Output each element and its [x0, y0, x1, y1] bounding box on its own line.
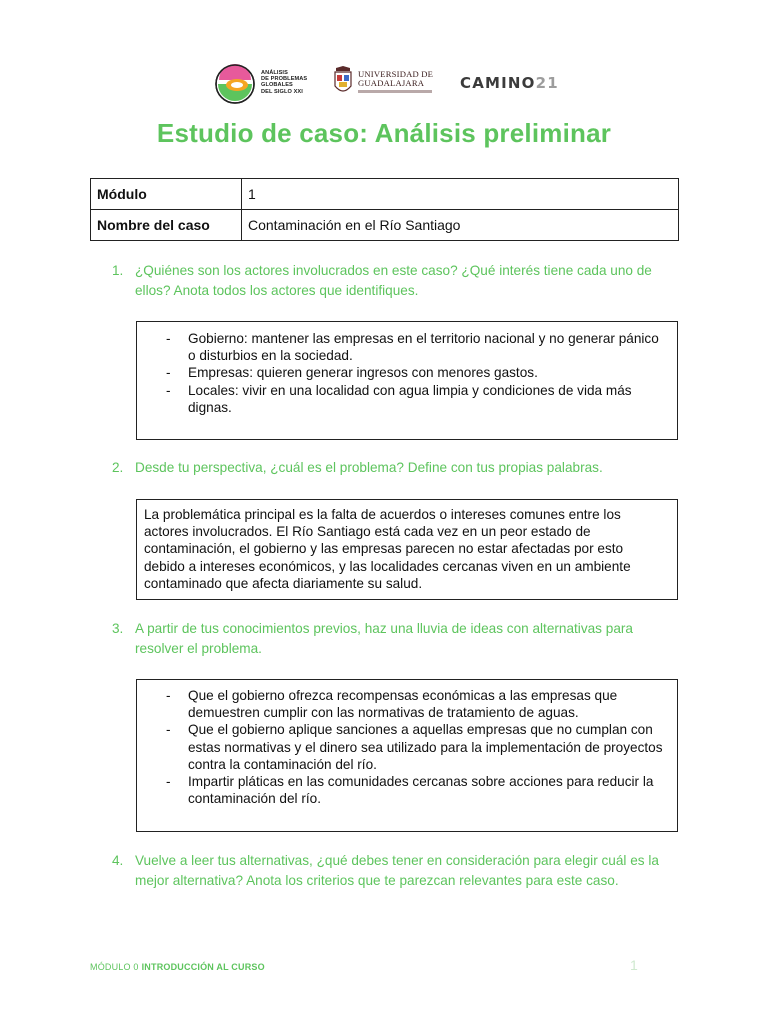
question-text: A partir de tus conocimientos previos, haz una lluvia de ideas con alternativas para resolver el problema.	[135, 621, 633, 656]
question-text: ¿Quiénes son los actores involucrados en este caso? ¿Qué interés tiene cada uno de ellos? Anota todos los actores que identifiques.	[135, 263, 652, 298]
list-item: - Locales: vivir en una localidad con agua limpia y condiciones de vida más dignas.	[166, 382, 632, 415]
question-2	[112, 458, 682, 478]
apg-logo-text: ANÁLISIS DE PROBLEMAS GLOBALES DEL SIGLO XXI	[261, 70, 308, 95]
answer-list	[137, 687, 677, 807]
question-number: 4.	[112, 853, 124, 868]
list-item: - Gobierno: mantener las empresas en el territorio nacional y no generar pánico o disturbios en la sociedad.	[166, 331, 659, 364]
udg-logo-subline	[358, 90, 432, 93]
table-row	[91, 210, 679, 241]
table-row	[91, 179, 679, 210]
table-label-case-name: Nombre del caso	[91, 210, 242, 241]
answer-box-3	[136, 679, 678, 832]
question-1	[112, 261, 682, 300]
table-value-case-name: Contaminación en el Río Santiago	[242, 210, 679, 241]
list-item: - Impartir pláticas en las comunidades cercanas sobre acciones para reducir la contaminación del río.	[166, 774, 654, 807]
page-title: Estudio de caso: Análisis preliminar	[156, 118, 612, 148]
list-item: - Empresas: quieren generar ingresos con menores gastos.	[166, 365, 538, 381]
question-text: Desde tu perspectiva, ¿cuál es el problema? Define con tus propias palabras.	[135, 460, 603, 475]
list-item: - Que el gobierno aplique sanciones a aquellas empresas que no cumplan con estas normativas y el dinero sea utilizado para la implementación de proyectos contra la contaminación del río.	[166, 722, 663, 772]
question-text: Vuelve a leer tus alternativas, ¿qué debes tener en consideración para elegir cuál es la mejor alternativa? Anota los criterios que te parezcan relevantes para este caso.	[135, 853, 659, 888]
answer-list	[137, 330, 677, 416]
answer-paragraph: La problemática principal es la falta de acuerdos o intereses comunes entre los actores involucrados. El Río Santiago está cada vez en un peor estado de contaminación, el gobierno y las empresas parecen no estar afectadas por esto debido a intereses económicos, y las localidades cercanas viven en un ambiente contaminado que afecta diariamente su salud.	[144, 507, 631, 591]
camino21-logo-word: CAMINO	[460, 74, 536, 92]
table-value-module: 1	[242, 179, 679, 210]
question-number: 1.	[112, 263, 124, 278]
answer-box-2	[136, 499, 678, 600]
udg-logo	[332, 66, 432, 106]
list-item: - Que el gobierno ofrezca recompensas económicas a las empresas que demuestren cumplir con las normativas de tratamiento de aguas.	[166, 688, 618, 721]
page-number: 1	[630, 957, 638, 973]
apg-logo-icon	[215, 64, 255, 104]
question-number: 2.	[112, 460, 124, 475]
question-3	[112, 619, 682, 658]
question-number: 3.	[112, 621, 124, 636]
header-logos	[0, 62, 768, 110]
footer-section: INTRODUCCIÓN AL CURSO	[141, 962, 265, 972]
footer-module: MÓDULO 0	[90, 962, 139, 972]
camino21-logo-number: 21	[535, 74, 559, 92]
apg-logo	[215, 62, 315, 108]
udg-seal-icon	[332, 66, 354, 100]
udg-logo-text: UNIVERSIDAD DE GUADALAJARA	[358, 69, 434, 88]
case-info-table	[90, 178, 679, 241]
footer	[90, 962, 265, 972]
answer-box-1	[136, 321, 678, 440]
camino21-logo	[460, 74, 559, 92]
question-4	[112, 851, 682, 890]
table-label-module: Módulo	[91, 179, 242, 210]
